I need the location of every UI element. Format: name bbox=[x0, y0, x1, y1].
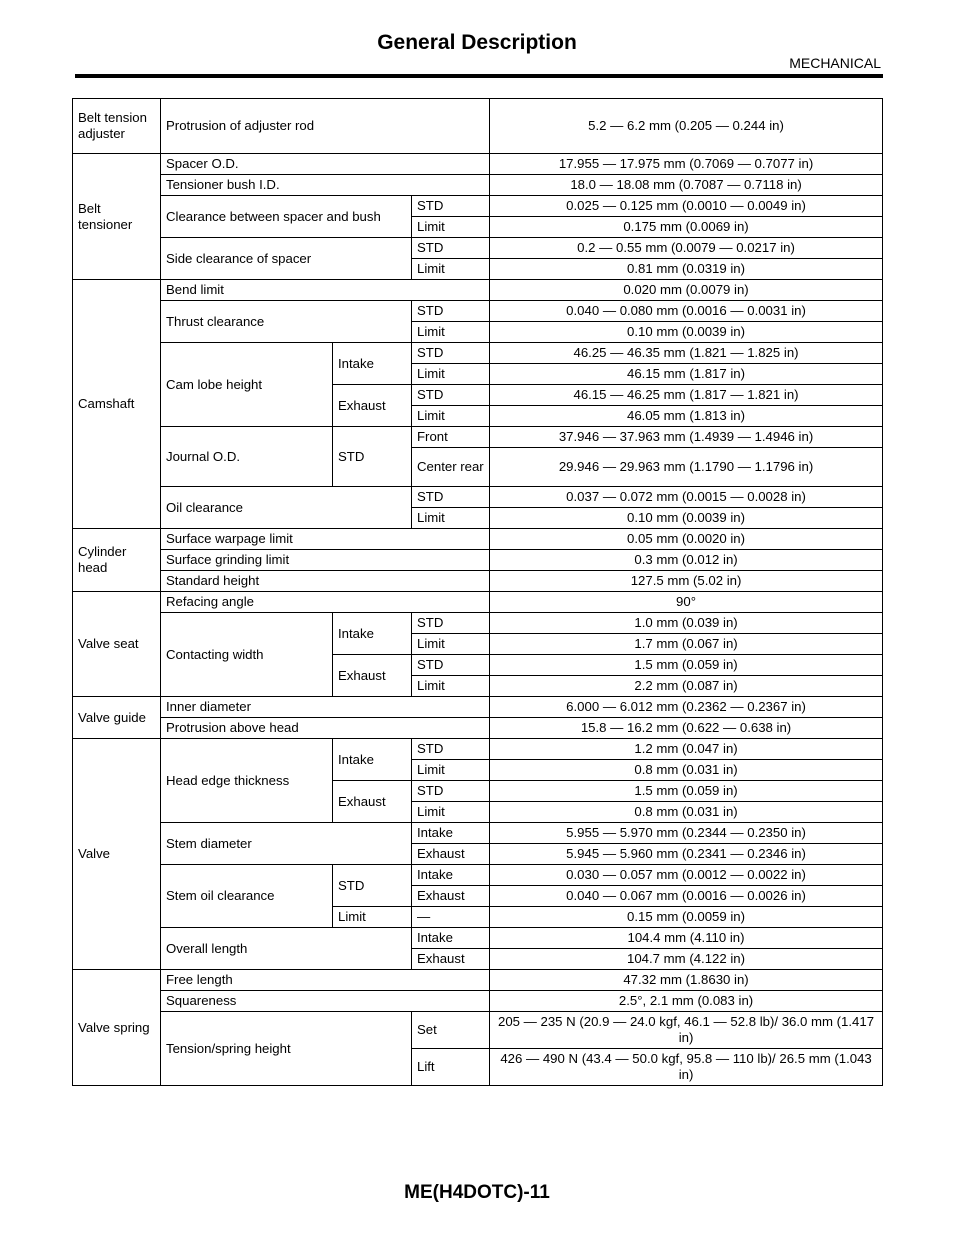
table-row bbox=[73, 550, 883, 571]
item-cell: Tension/spring height bbox=[161, 1012, 412, 1086]
item-cell: Oil clearance bbox=[161, 487, 412, 529]
value-cell: 46.15 mm (1.817 in) bbox=[490, 364, 883, 385]
spec-type-cell: Exhaust bbox=[412, 844, 490, 865]
value-cell: 0.3 mm (0.012 in) bbox=[490, 550, 883, 571]
spec-type-cell: STD bbox=[412, 196, 490, 217]
value-cell: 104.7 mm (4.122 in) bbox=[490, 949, 883, 970]
spec-type-cell: Exhaust bbox=[412, 886, 490, 907]
table-row bbox=[73, 592, 883, 613]
table-row bbox=[73, 196, 883, 217]
header-divider bbox=[75, 74, 883, 78]
item-cell: Protrusion of adjuster rod bbox=[161, 99, 490, 154]
value-cell: 5.2 — 6.2 mm (0.205 — 0.244 in) bbox=[490, 99, 883, 154]
value-cell: 205 — 235 N (20.9 — 24.0 kgf, 46.1 — 52.8 lb)/ 36.0 mm (1.417 in) bbox=[490, 1012, 883, 1049]
value-cell: 1.5 mm (0.059 in) bbox=[490, 781, 883, 802]
subitem-cell: STD bbox=[333, 865, 412, 907]
value-cell: 426 — 490 N (43.4 — 50.0 kgf, 95.8 — 110 lb)/ 26.5 mm (1.043 in) bbox=[490, 1049, 883, 1086]
subitem-cell: Exhaust bbox=[333, 385, 412, 427]
value-cell: 0.025 — 0.125 mm (0.0010 — 0.0049 in) bbox=[490, 196, 883, 217]
spec-type-cell: STD bbox=[412, 613, 490, 634]
subitem-cell: Intake bbox=[333, 739, 412, 781]
value-cell: 47.32 mm (1.8630 in) bbox=[490, 970, 883, 991]
page-title: General Description bbox=[377, 31, 577, 54]
item-cell: Thrust clearance bbox=[161, 301, 412, 343]
spec-type-cell: Limit bbox=[412, 802, 490, 823]
spec-type-cell: Limit bbox=[412, 259, 490, 280]
value-cell: 2.2 mm (0.087 in) bbox=[490, 676, 883, 697]
item-cell: Stem diameter bbox=[161, 823, 412, 865]
spec-type-cell: Set bbox=[412, 1012, 490, 1049]
value-cell: 0.10 mm (0.0039 in) bbox=[490, 322, 883, 343]
table-row bbox=[73, 718, 883, 739]
table-row bbox=[73, 154, 883, 175]
value-cell: 18.0 — 18.08 mm (0.7087 — 0.7118 in) bbox=[490, 175, 883, 196]
table-row bbox=[73, 99, 883, 154]
spec-type-cell: STD bbox=[412, 385, 490, 406]
item-cell: Cam lobe height bbox=[161, 343, 333, 427]
item-cell: Journal O.D. bbox=[161, 427, 333, 487]
subitem-cell: Intake bbox=[333, 613, 412, 655]
table-row bbox=[73, 343, 883, 364]
value-cell: 1.7 mm (0.067 in) bbox=[490, 634, 883, 655]
value-cell: 15.8 — 16.2 mm (0.622 — 0.638 in) bbox=[490, 718, 883, 739]
item-cell: Head edge thickness bbox=[161, 739, 333, 823]
value-cell: 2.5°, 2.1 mm (0.083 in) bbox=[490, 991, 883, 1012]
spec-type-cell: Intake bbox=[412, 823, 490, 844]
value-cell: 90° bbox=[490, 592, 883, 613]
item-cell: Squareness bbox=[161, 991, 490, 1012]
section-label: MECHANICAL bbox=[789, 55, 881, 71]
value-cell: 29.946 — 29.963 mm (1.1790 — 1.1796 in) bbox=[490, 448, 883, 487]
table-row bbox=[73, 865, 883, 886]
value-cell: 46.05 mm (1.813 in) bbox=[490, 406, 883, 427]
item-cell: Standard height bbox=[161, 571, 490, 592]
page-code: ME(H4DOTC)-11 bbox=[404, 1182, 550, 1203]
item-cell: Stem oil clearance bbox=[161, 865, 333, 928]
spec-type-cell: Limit bbox=[412, 676, 490, 697]
value-cell: 0.030 — 0.057 mm (0.0012 — 0.0022 in) bbox=[490, 865, 883, 886]
table-row bbox=[73, 823, 883, 844]
specification-table bbox=[72, 98, 883, 1086]
spec-type-cell: STD bbox=[412, 487, 490, 508]
subitem-cell: Exhaust bbox=[333, 655, 412, 697]
item-cell: Surface warpage limit bbox=[161, 529, 490, 550]
value-cell: 0.037 — 0.072 mm (0.0015 — 0.0028 in) bbox=[490, 487, 883, 508]
item-cell: Bend limit bbox=[161, 280, 490, 301]
category-cell: Camshaft bbox=[73, 280, 161, 529]
spec-type-cell: Intake bbox=[412, 928, 490, 949]
category-cell: Valve guide bbox=[73, 697, 161, 739]
table-row bbox=[73, 970, 883, 991]
value-cell: 127.5 mm (5.02 in) bbox=[490, 571, 883, 592]
category-cell: Valve bbox=[73, 739, 161, 970]
value-cell: 5.955 — 5.970 mm (0.2344 — 0.2350 in) bbox=[490, 823, 883, 844]
value-cell: 0.040 — 0.067 mm (0.0016 — 0.0026 in) bbox=[490, 886, 883, 907]
table-row bbox=[73, 613, 883, 634]
item-cell: Side clearance of spacer bbox=[161, 238, 412, 280]
value-cell: 0.81 mm (0.0319 in) bbox=[490, 259, 883, 280]
category-cell: Belt tensioner bbox=[73, 154, 161, 280]
spec-type-cell: STD bbox=[412, 238, 490, 259]
spec-type-cell: Limit bbox=[412, 217, 490, 238]
value-cell: 6.000 — 6.012 mm (0.2362 — 0.2367 in) bbox=[490, 697, 883, 718]
value-cell: 5.945 — 5.960 mm (0.2341 — 0.2346 in) bbox=[490, 844, 883, 865]
spec-type-cell: Center rear bbox=[412, 448, 490, 487]
value-cell: 46.15 — 46.25 mm (1.817 — 1.821 in) bbox=[490, 385, 883, 406]
spec-type-cell: STD bbox=[412, 343, 490, 364]
item-cell: Tensioner bush I.D. bbox=[161, 175, 490, 196]
category-cell: Belt tension adjuster bbox=[73, 99, 161, 154]
table-row bbox=[73, 238, 883, 259]
table-row bbox=[73, 487, 883, 508]
spec-type-cell: STD bbox=[412, 655, 490, 676]
table-row bbox=[73, 571, 883, 592]
spec-type-cell: Exhaust bbox=[412, 949, 490, 970]
table-row bbox=[73, 928, 883, 949]
value-cell: 0.15 mm (0.0059 in) bbox=[490, 907, 883, 928]
table-row bbox=[73, 175, 883, 196]
subitem-cell: STD bbox=[333, 427, 412, 487]
spec-type-cell: Limit bbox=[412, 406, 490, 427]
spec-type-cell: Intake bbox=[412, 865, 490, 886]
table-row bbox=[73, 697, 883, 718]
subitem-cell: Exhaust bbox=[333, 781, 412, 823]
spec-type-cell: STD bbox=[412, 739, 490, 760]
value-cell: 104.4 mm (4.110 in) bbox=[490, 928, 883, 949]
spec-type-cell: — bbox=[412, 907, 490, 928]
item-cell: Surface grinding limit bbox=[161, 550, 490, 571]
value-cell: 1.2 mm (0.047 in) bbox=[490, 739, 883, 760]
item-cell: Inner diameter bbox=[161, 697, 490, 718]
subitem-cell: Intake bbox=[333, 343, 412, 385]
spec-type-cell: Lift bbox=[412, 1049, 490, 1086]
spec-type-cell: Limit bbox=[412, 508, 490, 529]
value-cell: 0.020 mm (0.0079 in) bbox=[490, 280, 883, 301]
table-row bbox=[73, 301, 883, 322]
item-cell: Overall length bbox=[161, 928, 412, 970]
value-cell: 0.10 mm (0.0039 in) bbox=[490, 508, 883, 529]
value-cell: 0.175 mm (0.0069 in) bbox=[490, 217, 883, 238]
table-row bbox=[73, 427, 883, 448]
item-cell: Protrusion above head bbox=[161, 718, 490, 739]
value-cell: 0.05 mm (0.0020 in) bbox=[490, 529, 883, 550]
value-cell: 0.8 mm (0.031 in) bbox=[490, 760, 883, 781]
value-cell: 37.946 — 37.963 mm (1.4939 — 1.4946 in) bbox=[490, 427, 883, 448]
table-row bbox=[73, 529, 883, 550]
item-cell: Spacer O.D. bbox=[161, 154, 490, 175]
spec-type-cell: STD bbox=[412, 301, 490, 322]
item-cell: Clearance between spacer and bush bbox=[161, 196, 412, 238]
category-cell: Valve spring bbox=[73, 970, 161, 1086]
value-cell: 0.2 — 0.55 mm (0.0079 — 0.0217 in) bbox=[490, 238, 883, 259]
item-cell: Contacting width bbox=[161, 613, 333, 697]
table-row bbox=[73, 739, 883, 760]
item-cell: Refacing angle bbox=[161, 592, 490, 613]
table-row bbox=[73, 280, 883, 301]
subitem-cell: Limit bbox=[333, 907, 412, 928]
value-cell: 0.8 mm (0.031 in) bbox=[490, 802, 883, 823]
spec-type-cell: Limit bbox=[412, 634, 490, 655]
table-row bbox=[73, 991, 883, 1012]
spec-type-cell: STD bbox=[412, 781, 490, 802]
spec-type-cell: Limit bbox=[412, 760, 490, 781]
value-cell: 17.955 — 17.975 mm (0.7069 — 0.7077 in) bbox=[490, 154, 883, 175]
value-cell: 46.25 — 46.35 mm (1.821 — 1.825 in) bbox=[490, 343, 883, 364]
table-row bbox=[73, 1012, 883, 1049]
spec-type-cell: Front bbox=[412, 427, 490, 448]
spec-type-cell: Limit bbox=[412, 364, 490, 385]
value-cell: 1.5 mm (0.059 in) bbox=[490, 655, 883, 676]
value-cell: 1.0 mm (0.039 in) bbox=[490, 613, 883, 634]
spec-type-cell: Limit bbox=[412, 322, 490, 343]
value-cell: 0.040 — 0.080 mm (0.0016 — 0.0031 in) bbox=[490, 301, 883, 322]
category-cell: Valve seat bbox=[73, 592, 161, 697]
category-cell: Cylinder head bbox=[73, 529, 161, 592]
item-cell: Free length bbox=[161, 970, 490, 991]
